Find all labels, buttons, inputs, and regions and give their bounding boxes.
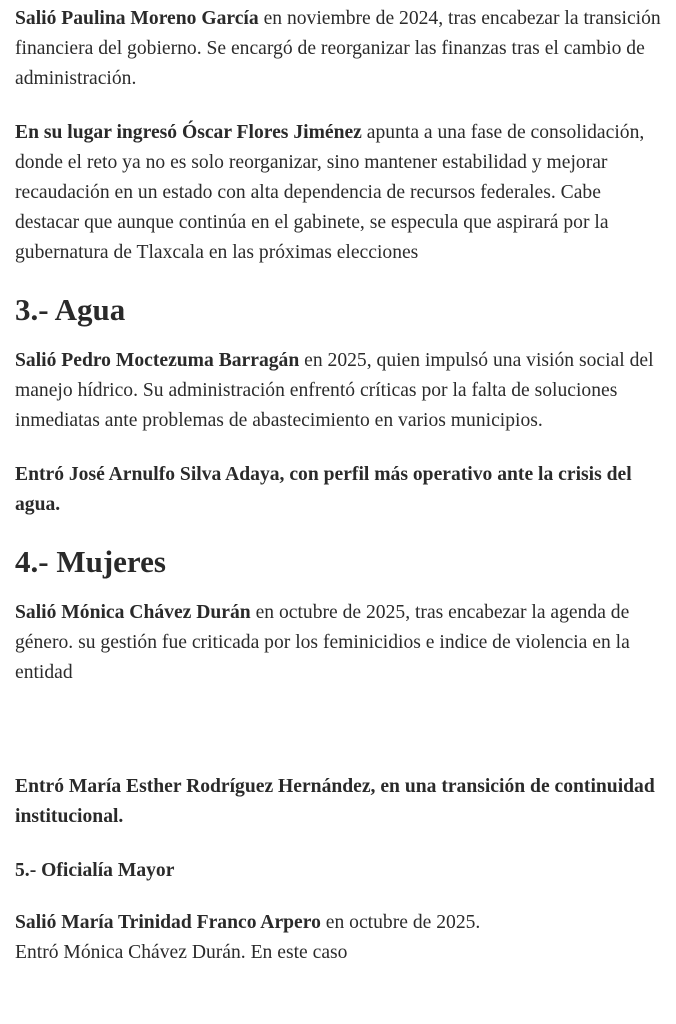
agua-in-text: Entró José Arnulfo Silva Adaya, con perfil más operativo ante la crisis del agua. [15, 464, 632, 515]
finanzas-out-text: en noviembre de 2024, tras encabezar la transición financiera del gobierno. Se encargó de reorganizar las finanzas tras el cambio de administración. [15, 8, 661, 89]
oficialia-in-text: Entró Mónica Chávez Durán. En este caso [15, 942, 348, 963]
finanzas-out-paragraph [15, 4, 662, 94]
finanzas-in-text: apunta a una fase de consolidación, donde el reto ya no es solo reorganizar, sino mantener estabilidad y mejorar recaudación en un estado con alta dependencia de recursos federales. Cabe destacar que aunque continúa en el gabinete, se especula que aspirará por la gubernatura de Tlaxcala en las próximas elecciones [15, 122, 645, 263]
mujeres-out-name: Salió Mónica Chávez Durán [15, 602, 251, 623]
mujeres-out-text: en octubre de 2025, tras encabezar la agenda de género. su gestión fue criticada por los feminicidios e indice de violencia en la entidad [15, 602, 630, 683]
agua-heading: 3.- Agua [15, 292, 126, 327]
oficialia-out-paragraph [15, 908, 662, 968]
mujeres-in-paragraph [15, 772, 662, 832]
oficialia-heading: 5.- Oficialía Mayor [15, 860, 175, 881]
mujeres-out-paragraph [15, 598, 662, 688]
oficialia-out-text: en octubre de 2025. [320, 912, 481, 933]
finanzas-in-paragraph [15, 118, 662, 268]
agua-out-paragraph [15, 346, 662, 436]
agua-in-paragraph [15, 460, 662, 520]
finanzas-in-name: En su lugar ingresó Óscar Flores Jiménez [15, 122, 362, 143]
mujeres-heading: 4.- Mujeres [15, 544, 166, 579]
oficialia-out-name: Salió María Trinidad Franco Arpero [15, 912, 321, 933]
mujeres-in-text: Entró María Esther Rodríguez Hernández, en una transición de continuidad institucional. [15, 776, 655, 827]
agua-out-name: Salió Pedro Moctezuma Barragán [15, 350, 300, 371]
agua-out-text: en 2025, quien impulsó una visión social del manejo hídrico. Su administración enfrentó críticas por la falta de soluciones inmediatas ante problemas de abastecimiento en varios municipios. [15, 350, 654, 431]
finanzas-out-name: Salió Paulina Moreno García [15, 8, 259, 29]
